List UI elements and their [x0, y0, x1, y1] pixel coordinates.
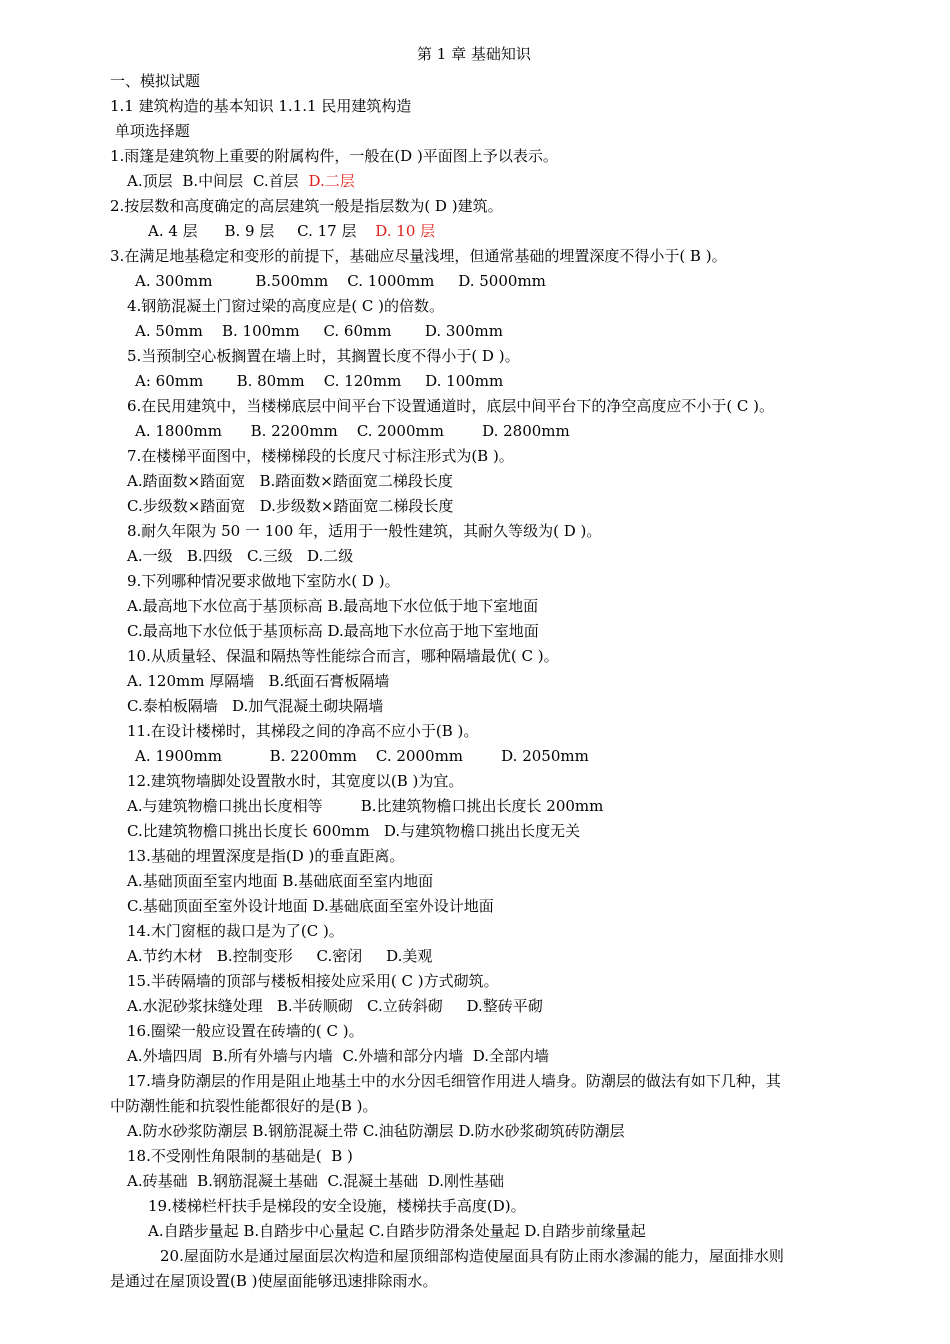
question-15-options: A.水泥砂浆抹缝处理 B.半砖顺砌 C.立砖斜砌 D.整砖平砌 [127, 997, 543, 1015]
question-14-options: A.节约木材 B.控制变形 C.密闭 D.美观 [127, 947, 433, 965]
question-20: 20.屋面防水是通过屋面层次构造和屋顶细部构造使屋面具有防止雨水渗漏的能力，屋面排水则 [160, 1247, 784, 1265]
question-7: 7.在楼梯平面图中，楼梯梯段的长度尺寸标注形式为(B )。 [127, 447, 514, 465]
question-4: 4.钢筋混凝土门窗过梁的高度应是( C )的倍数。 [127, 297, 445, 315]
question-12-options-ab: A.与建筑物檐口挑出长度相等 B.比建筑物檐口挑出长度长 200mm [127, 797, 604, 815]
question-19: 19.楼梯栏杆扶手是梯段的安全设施，楼梯扶手高度(D)。 [148, 1197, 526, 1215]
question-14: 14.木门窗框的裁口是为了(C )。 [127, 922, 344, 940]
question-4-options: A. 50mm B. 100mm C. 60mm D. 300mm [135, 322, 503, 340]
question-18: 18.不受刚性角限制的基础是( B ) [127, 1147, 353, 1165]
question-2-options [148, 221, 435, 241]
section-heading: 一、模拟试题 [110, 72, 201, 90]
question-6: 6.在民用建筑中，当楼梯底层中间平台下设置通道时，底层中间平台下的净空高度应不小于( C )。 [127, 397, 775, 415]
question-13-options-ab: A.基础顶面至室内地面 B.基础底面至室内地面 [127, 872, 434, 890]
option-b: B. 9 层 [224, 222, 275, 240]
option-d-answer: D. 10 层 [375, 222, 436, 240]
question-11: 11.在设计楼梯时，其梯段之间的净高不应小于(B )。 [127, 722, 479, 740]
question-13-options-cd: C.基础顶面至室外设计地面 D.基础底面至室外设计地面 [127, 897, 494, 915]
question-9: 9.下列哪种情况要求做地下室防水( D )。 [127, 572, 400, 590]
question-13: 13.基础的埋置深度是指(D )的垂直距离。 [127, 847, 405, 865]
question-10-options-cd: C.泰柏板隔墙 D.加气混凝土砌块隔墙 [127, 697, 384, 715]
question-16: 16.圈梁一般应设置在砖墙的( C )。 [127, 1022, 364, 1040]
question-20-continued: 是通过在屋顶设置(B )使屋面能够迅速排除雨水。 [110, 1272, 438, 1290]
option-d-answer: D.二层 [308, 172, 355, 190]
question-19-options: A.自踏步量起 B.自踏步中心量起 C.自踏步防滑条处量起 D.自踏步前缘量起 [148, 1222, 646, 1240]
option-a: A.顶层 [127, 172, 173, 190]
question-3-options: A. 300mm B.500mm C. 1000mm D. 5000mm [135, 272, 546, 290]
question-type-heading: 单项选择题 [110, 122, 190, 140]
option-a: A. 4 层 [148, 222, 198, 240]
question-8-options: A.一级 B.四级 C.三级 D.二级 [127, 547, 354, 565]
option-c: C. 17 层 [297, 222, 357, 240]
question-17-continued: 中防潮性能和抗裂性能都很好的是(B )。 [110, 1097, 378, 1115]
question-9-options-cd: C.最高地下水位低于基顶标高 D.最高地下水位高于地下室地面 [127, 622, 539, 640]
question-8: 8.耐久年限为 50 一 100 年，适用于一般性建筑，其耐久等级为( D )。 [127, 522, 602, 540]
question-15: 15.半砖隔墙的顶部与楼板相接处应采用( C )方式砌筑。 [127, 972, 499, 990]
question-12: 12.建筑物墙脚处设置散水时，其宽度以(B )为宜。 [127, 772, 464, 790]
question-16-options: A.外墙四周 B.所有外墙与内墙 C.外墙和部分内墙 D.全部内墙 [127, 1047, 549, 1065]
question-1: 1.雨篷是建筑物上重要的附属构件，一般在(D )平面图上予以表示。 [110, 147, 558, 165]
question-3: 3.在满足地基稳定和变形的前提下，基础应尽量浅埋，但通常基础的埋置深度不得小于( B )。 [110, 247, 727, 265]
option-c: C.首层 [252, 172, 299, 190]
question-10-options-ab: A. 120mm 厚隔墙 B.纸面石膏板隔墙 [127, 672, 390, 690]
subsection-heading: 1.1 建筑构造的基本知识 1.1.1 民用建筑构造 [110, 97, 412, 115]
question-5-options: A: 60mm B. 80mm C. 120mm D. 100mm [135, 372, 504, 390]
question-10: 10.从质量轻、保温和隔热等性能综合而言，哪种隔墙最优( C )。 [127, 647, 559, 665]
question-6-options: A. 1800mm B. 2200mm C. 2000mm D. 2800mm [135, 422, 570, 440]
page-title: 第 1 章 基础知识 [417, 45, 531, 63]
question-18-options: A.砖基础 B.钢筋混凝土基础 C.混凝土基础 D.刚性基础 [127, 1172, 504, 1190]
question-5: 5.当预制空心板搁置在墙上时，其搁置长度不得小于( D )。 [127, 347, 520, 365]
question-1-options [127, 171, 355, 191]
question-7-options-ab: A.踏面数×踏面宽 B.踏面数×踏面宽二梯段长度 [127, 472, 453, 490]
question-17: 17.墙身防潮层的作用是阻止地基土中的水分因毛细管作用进人墙身。防潮层的做法有如下几种，其 [127, 1072, 781, 1090]
question-7-options-cd: C.步级数×踏面宽 D.步级数×踏面宽二梯段长度 [127, 497, 454, 515]
question-12-options-cd: C.比建筑物檐口挑出长度长 600mm D.与建筑物檐口挑出长度无关 [127, 822, 581, 840]
option-b: B.中间层 [182, 172, 244, 190]
question-11-options: A. 1900mm B. 2200mm C. 2000mm D. 2050mm [135, 747, 589, 765]
question-2: 2.按层数和高度确定的高层建筑一般是指层数为( D )建筑。 [110, 197, 503, 215]
question-17-options: A.防水砂浆防潮层 B.钢筋混凝土带 C.油毡防潮层 D.防水砂浆砌筑砖防潮层 [127, 1122, 625, 1140]
question-9-options-ab: A.最高地下水位高于基顶标高 B.最高地下水位低于地下室地面 [127, 597, 539, 615]
